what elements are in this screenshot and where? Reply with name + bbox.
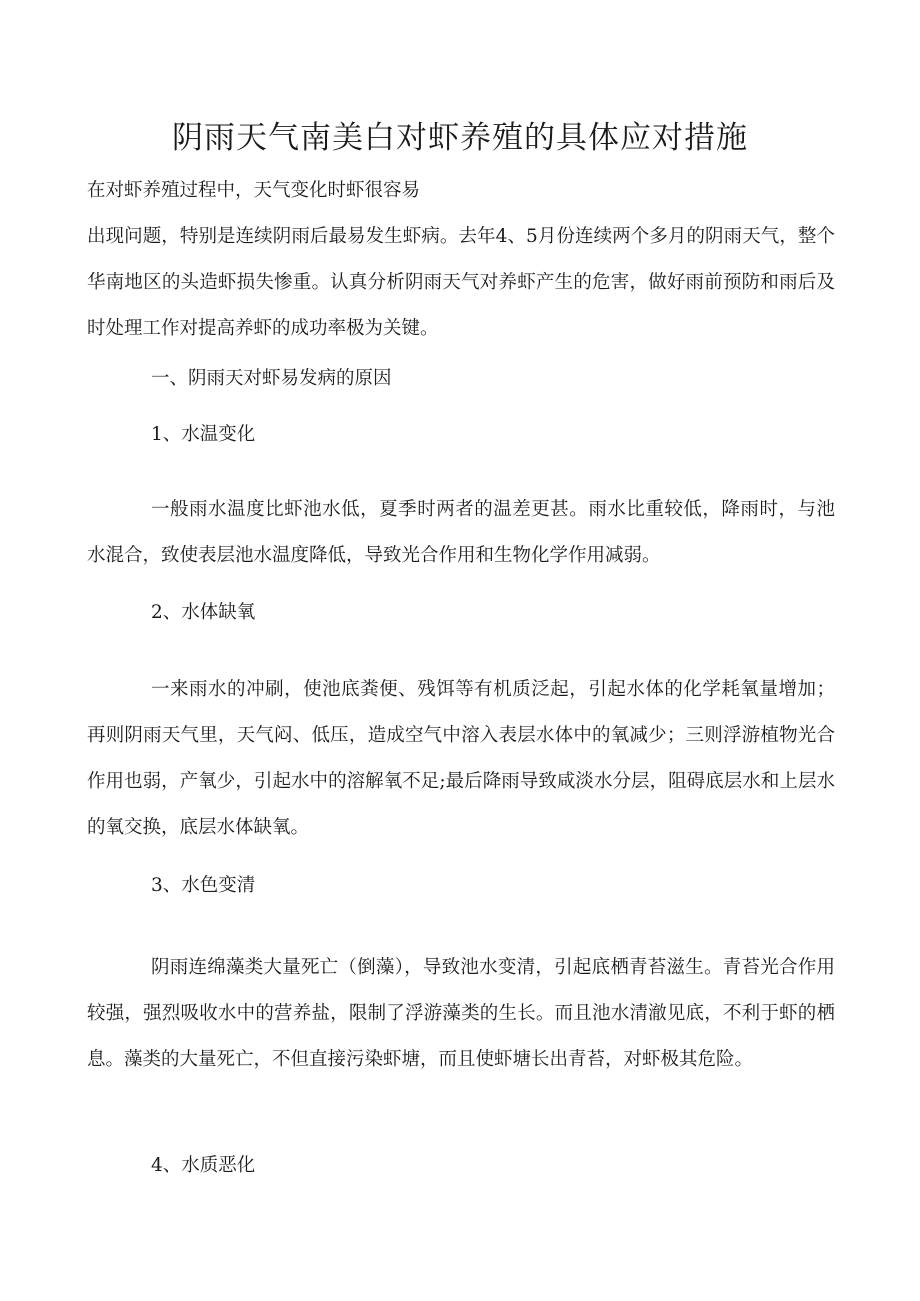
item-body-water-clearing: 阴雨连绵藻类大量死亡（倒藻），导致池水变清，引起底栖青苔滋生。青苔光合作用较强，强烈吸收水中的营养盐，限制了浮游藻类的生长。而且池水清澈见底，不利于虾的栖息。藻类的大量死亡，不但直接污染虾塘，而且使虾塘长出青苔，对虾极其危险。 [87, 957, 835, 1070]
item-heading-water-temperature: 1、水温变化 [151, 424, 256, 445]
section-heading-causes: 一、阴雨天对虾易发病的原因 [151, 368, 392, 389]
document-title: 阴雨天气南美白对虾养殖的具体应对措施 [172, 120, 748, 156]
item-body-water-temperature: 一般雨水温度比虾池水低，夏季时两者的温差更甚。雨水比重较低，降雨时，与池水混合，致使表层池水温度降低，导致光合作用和生物化学作用减弱。 [87, 499, 835, 566]
item-heading-water-clearing: 3、水色变清 [151, 875, 256, 896]
intro-lead-line: 在对虾养殖过程中，天气变化时虾很容易 [87, 180, 421, 201]
item-body-oxygen-deficiency: 一来雨水的冲刷，使池底粪便、残饵等有机质泛起，引起水体的化学耗氧量增加；再则阴雨天气里，天气闷、低压，造成空气中溶入表层水体中的氧减少；三则浮游植物光合作用也弱，产氧少，引起水中的溶解氧不足;最后降雨导致咸淡水分层，阻碍底层水和上层水的氧交换，底层水体缺氧。 [87, 679, 835, 838]
item-heading-oxygen-deficiency: 2、水体缺氧 [151, 602, 256, 623]
intro-body: 出现问题，特别是连续阴雨后最易发生虾病。去年4、5月份连续两个多月的阴雨天气，整个华南地区的头造虾损失惨重。认真分析阴雨天气对养虾产生的危害，做好雨前预防和雨后及时处理工作对提高养虾的成功率极为关键。 [87, 226, 835, 339]
item-heading-water-quality: 4、水质恶化 [151, 1155, 256, 1176]
intro-paragraph [87, 168, 835, 352]
